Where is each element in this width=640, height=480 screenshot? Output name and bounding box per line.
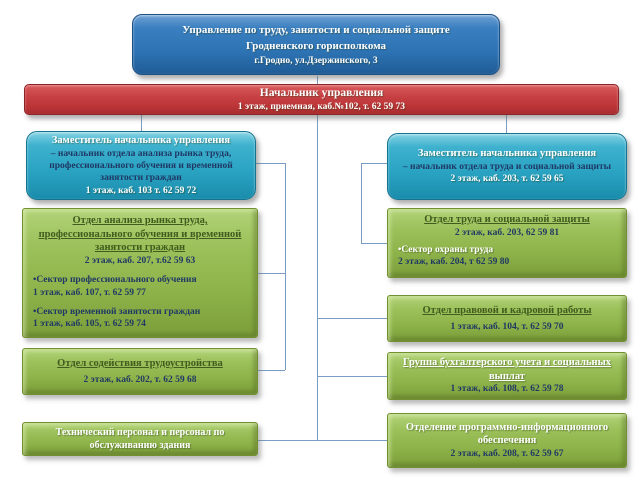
deputy-right-subtitle: – начальник отдела труда и социальной защиты — [402, 161, 612, 172]
sector-location: 1 этаж, каб. 105, т. 62 59 74 — [33, 319, 146, 330]
connector-line — [506, 115, 507, 133]
head-office-address: г.Гродно, ул.Дзержинского, 3 — [254, 55, 378, 66]
sector-location: 2 этаж, каб. 204, т 62 59 80 — [398, 257, 510, 268]
connector-line — [361, 163, 387, 164]
connector-line — [361, 243, 387, 244]
box-dept-legal-hr — [387, 295, 627, 342]
deputy-right-location: 2 этаж, каб. 203, т. 62 59 65 — [450, 174, 564, 185]
connector-line — [141, 115, 142, 131]
connector-line — [258, 440, 387, 441]
connector-line — [285, 163, 286, 370]
head-office-line1: Управление по труду, занятости и социальной защите — [182, 23, 450, 36]
dept-it-location: 2 этаж, каб. 208, т. 62 59 67 — [450, 448, 564, 459]
box-head-office — [132, 14, 500, 75]
dept-it-title: Отделение программно-информационного обеспечения — [405, 421, 609, 447]
connector-line — [258, 370, 285, 371]
connector-line — [361, 163, 362, 243]
dept-market-analysis-title: Отдел анализа рынка труда, профессионального обучения и временной занятости граждан — [38, 215, 242, 254]
box-dept-labor-social — [387, 208, 627, 278]
box-deputy-left — [26, 131, 256, 200]
box-group-accounting — [387, 352, 627, 400]
sector-name: •Сектор охраны труда — [398, 244, 494, 255]
connector-line — [317, 115, 318, 440]
deputy-right-title: Заместитель начальника управления — [417, 148, 597, 160]
dept-employment-assistance-title: Отдел содействия трудоустройства — [57, 358, 223, 369]
sector-name: •Сектор временной занятости граждан — [33, 306, 201, 317]
group-accounting-title: Группа бухгалтерского учета и социальных выплат — [402, 357, 612, 382]
box-tech-staff — [22, 422, 258, 456]
connector-line — [256, 163, 285, 164]
dept-labor-social-location: 2 этаж, каб. 203, 62 59 81 — [454, 227, 560, 238]
deputy-left-title: Заместитель начальника управления — [51, 135, 231, 146]
connector-line — [317, 376, 387, 377]
chief-title: Начальник управления — [259, 86, 384, 99]
deputy-left-subtitle: – начальник отдела анализа рынка труда, профессионального обучения и временной занятости граждан — [49, 148, 233, 184]
box-dept-market-analysis — [22, 208, 258, 338]
sector-name: •Сектор профессионального обучения — [33, 275, 197, 286]
box-deputy-right — [387, 133, 627, 200]
box-dept-it — [387, 413, 627, 468]
head-office-line2: Гродненского горисполкома — [245, 40, 387, 53]
dept-employment-assistance-location: 2 этаж, каб. 202, т. 62 59 68 — [83, 374, 197, 385]
connector-line — [258, 273, 285, 274]
dept-market-analysis-location: 2 этаж, каб. 207, т.62 59 63 — [84, 255, 196, 266]
dept-legal-hr-location: 1 этаж, каб. 104, т. 62 59 70 — [450, 322, 564, 333]
deputy-left-location: 1 этаж, каб. 103 т. 62 59 72 — [85, 185, 197, 196]
connector-line — [317, 318, 387, 319]
sector-location: 1 этаж, каб. 107, т. 62 59 77 — [33, 287, 146, 298]
dept-legal-hr-title: Отдел правовой и кадровой работы — [422, 304, 592, 316]
group-accounting-location: 1 этаж, каб. 108, т. 62 59 78 — [450, 384, 564, 395]
box-dept-employment-assistance — [22, 348, 258, 395]
tech-staff-title: Технический персонал и персонал по обслуживанию здания — [55, 426, 225, 451]
dept-labor-social-title: Отдел труда и социальной защиты — [424, 214, 590, 225]
connector-line — [317, 76, 318, 84]
box-chief — [24, 84, 619, 115]
chief-location: 1 этаж, приемная, каб.№102, т. 62 59 73 — [237, 102, 406, 113]
